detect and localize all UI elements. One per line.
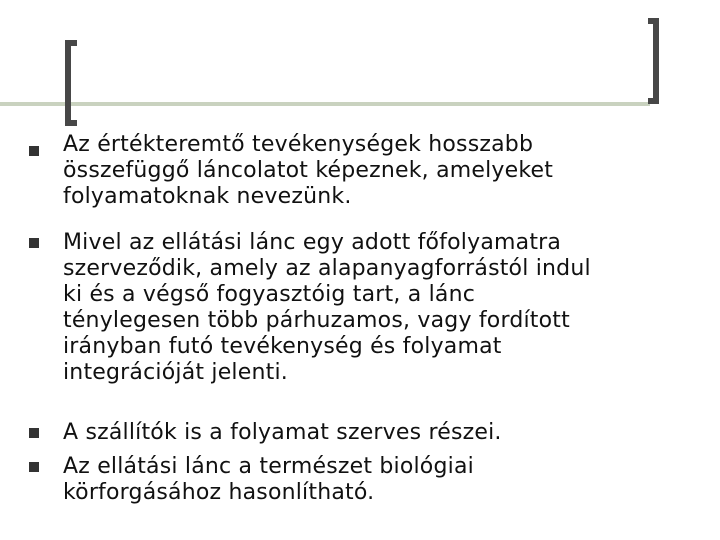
bullet-line: Mivel az ellátási lánc egy adott főfolyamatra: [63, 230, 562, 255]
bullet-line: A szállítók is a folyamat szerves részei.: [63, 420, 502, 445]
square-bullet-icon: [29, 428, 39, 438]
square-bullet-icon: [29, 238, 39, 248]
bullet-line: ténylegesen több párhuzamos, vagy fordított: [63, 308, 570, 333]
bullet-line: szerveződik, amely az alapanyagforrástól indul: [63, 256, 591, 281]
bullet-line: körforgásához hasonlítható.: [63, 480, 375, 505]
bullet-line: folyamatoknak nevezünk.: [63, 184, 352, 209]
square-bullet-icon: [29, 462, 39, 472]
bullet-item-3: [63, 420, 703, 446]
square-bullet-icon: [29, 146, 39, 156]
bullet-line: integrációját jelenti.: [63, 360, 288, 385]
bullet-item-1: [63, 132, 703, 210]
bullet-item-4: [63, 454, 703, 506]
bullet-item-2: [63, 230, 703, 386]
bullet-line: összefüggő láncolatot képeznek, amelyeket: [63, 158, 554, 183]
bullet-line: irányban futó tevékenység és folyamat: [63, 334, 502, 359]
bullet-line: Az értékteremtő tevékenységek hosszabb: [63, 132, 534, 157]
bullet-line: Az ellátási lánc a természet biológiai: [63, 454, 474, 479]
bullet-line: ki és a végső fogyasztóig tart, a lánc: [63, 282, 476, 307]
